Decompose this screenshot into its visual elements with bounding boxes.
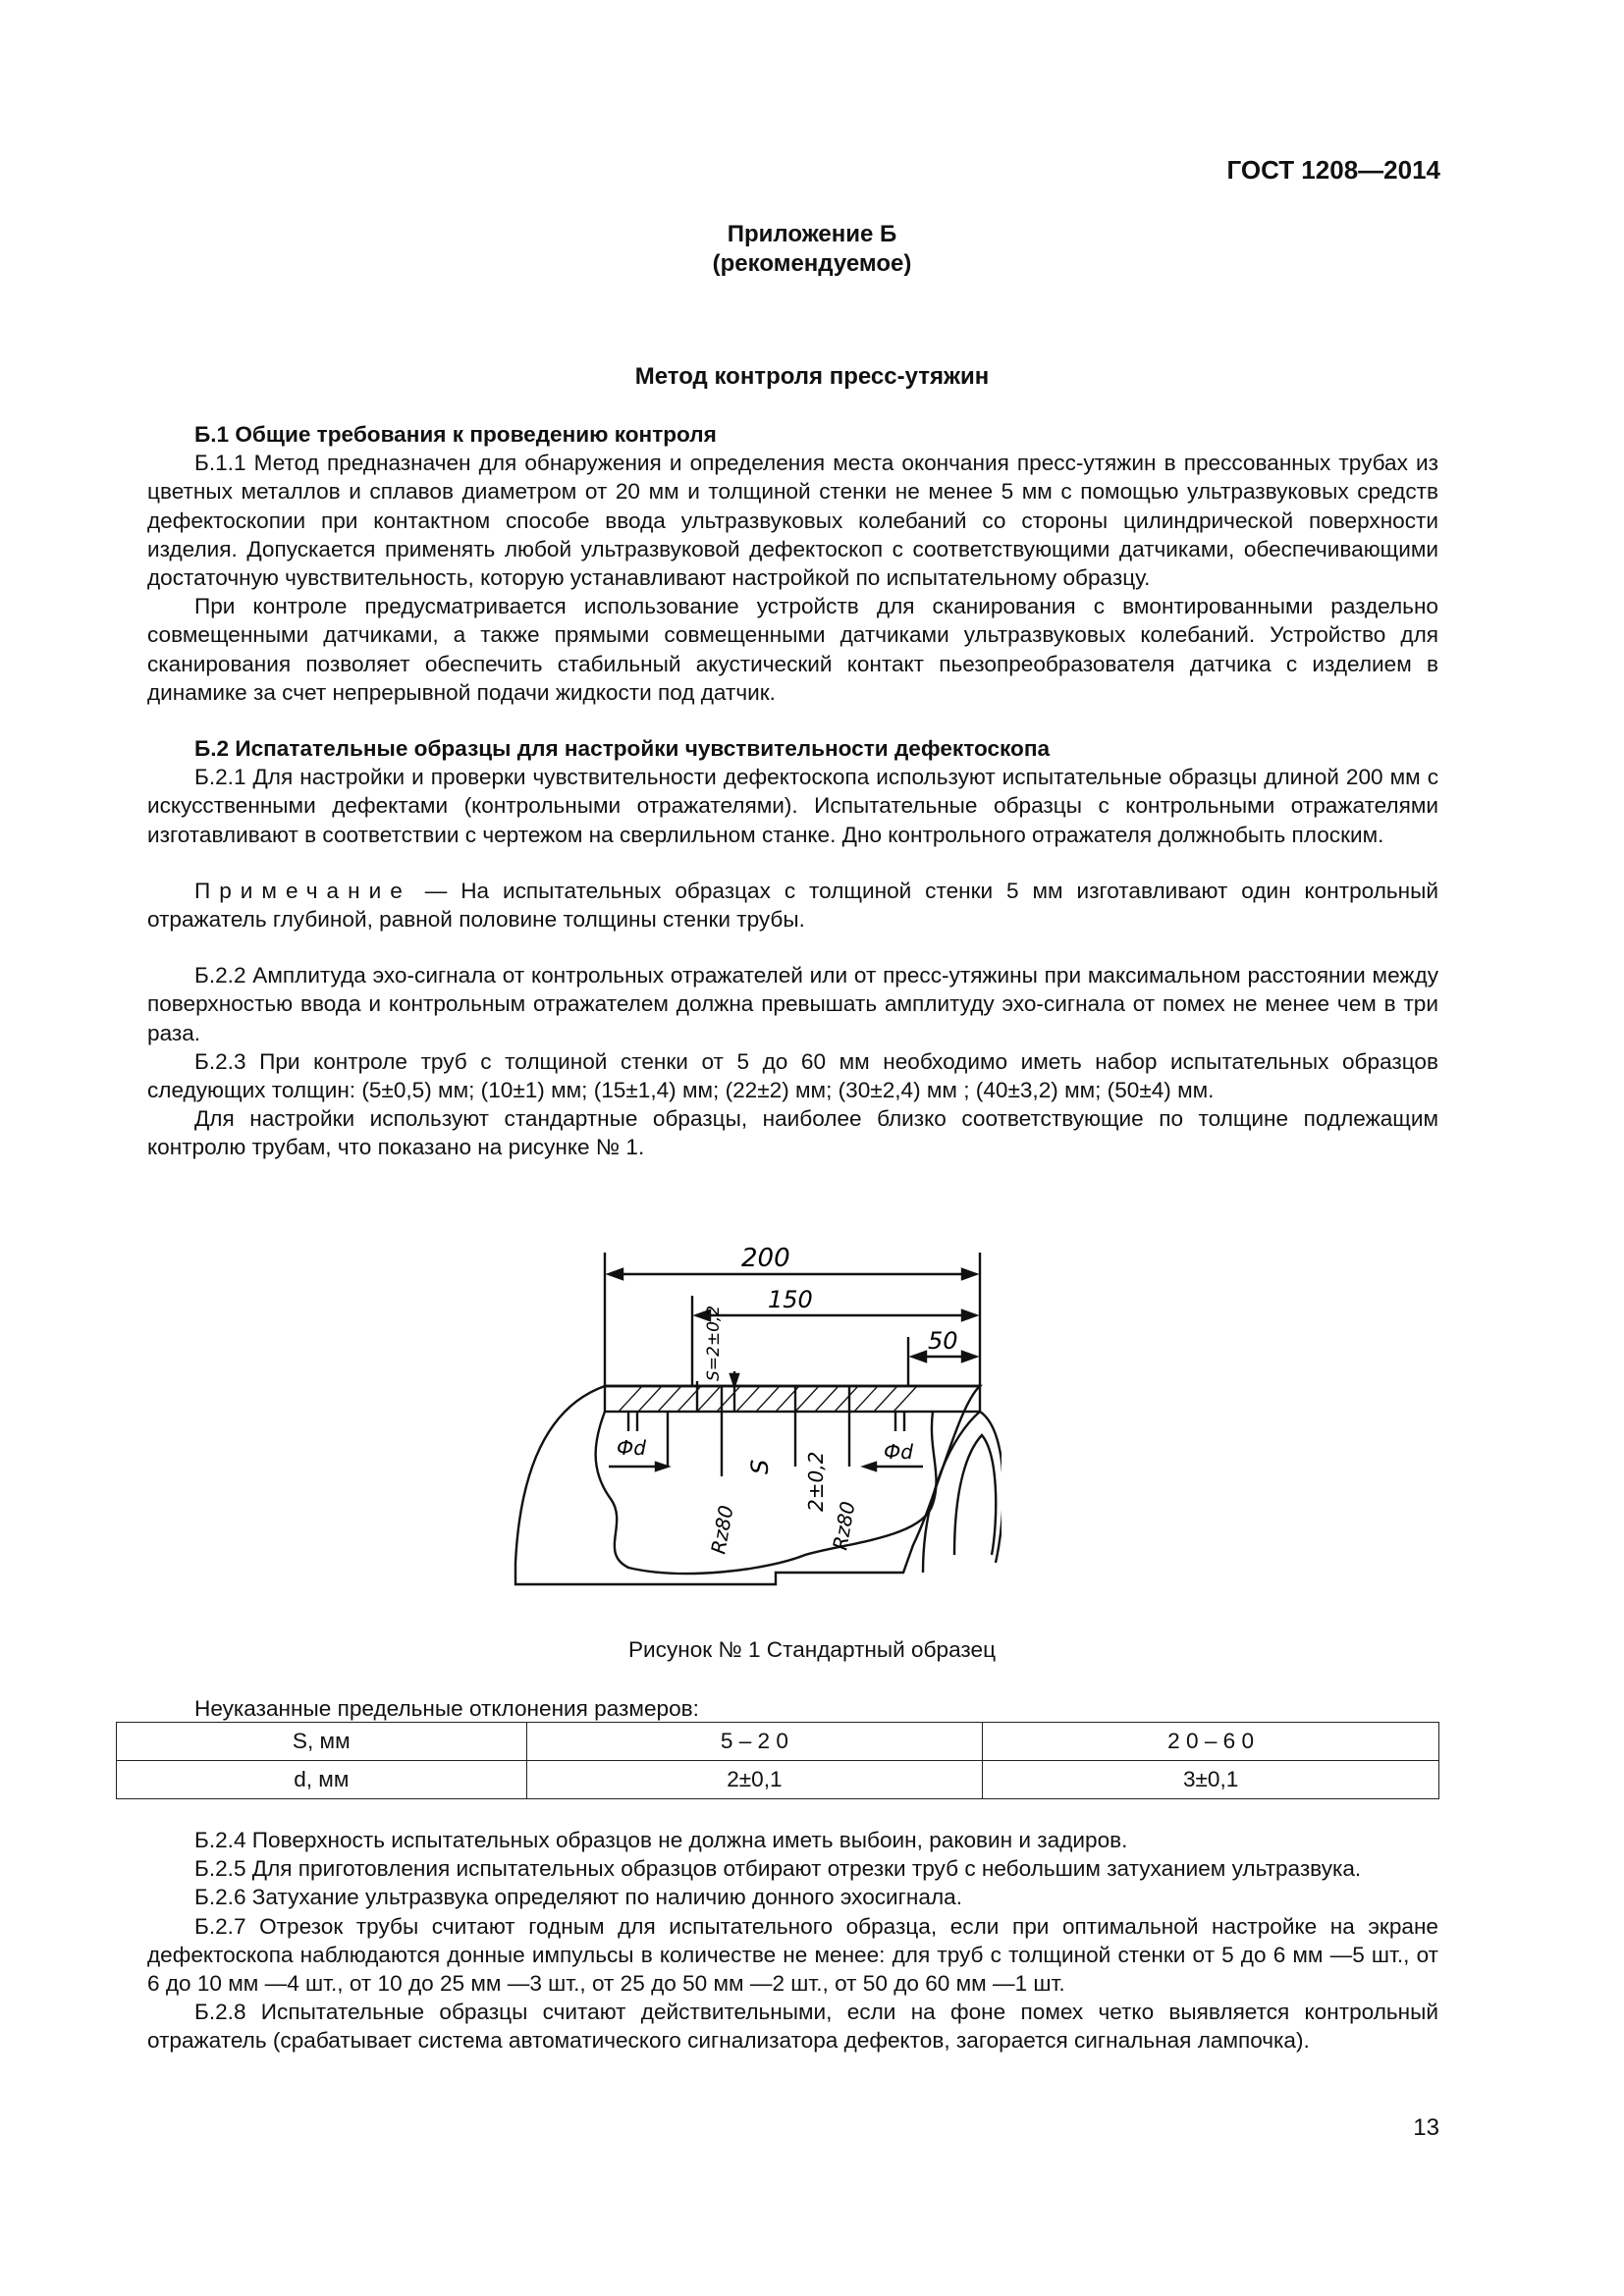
paragraph-b1-1: Б.1.1 Метод предназначен для обнаружения и определения места окончания пресс-утяжин в прессованных трубах из цветных металлов и сплавов диаметром от 20 мм и толщиной стенки не менее 5 мм с помощью ультразвуковых средств дефектоскопии при контактном способе ввода ультразвуковых колебаний со стороны цилиндрической поверхности изделия. Допускается применять любой ультразвуковой дефектоскоп с соответствующими датчиками, обеспечивающими достаточную чувствительность, которую устанавливают настройкой по испытательному образцу. bbox=[147, 451, 1438, 591]
dimension-50-label: 50 bbox=[928, 1327, 958, 1355]
annex-label: Приложение Б bbox=[727, 221, 897, 247]
table-intro: Неуказанные предельные отклонения размеров: bbox=[194, 1696, 699, 1721]
table-cell: 3±0,1 bbox=[983, 1761, 1439, 1799]
section-heading-b2: Б.2 Испатательные образцы для настройки чувствительности дефектоскопа bbox=[194, 736, 1051, 762]
paragraph-b2-4: Б.2.4 Поверхность испытательных образцов не должна иметь выбоин, раковин и задиров. bbox=[194, 1828, 1128, 1852]
note-label: Примечание bbox=[194, 878, 411, 903]
tolerance-table bbox=[116, 1722, 1439, 1799]
note-text: — На испытательных образцах с толщиной стенки 5 мм изготавливают один контрольный отражатель глубиной, равной половине толщины стенки трубы. bbox=[147, 878, 1438, 933]
note-paragraph bbox=[147, 877, 1438, 934]
figure-caption: Рисунок № 1 Стандартный образец bbox=[627, 1637, 997, 1662]
dimension-200-label: 200 bbox=[741, 1244, 790, 1273]
roughness-right-label: Rz80 bbox=[828, 1499, 860, 1552]
section-b1 bbox=[147, 420, 1438, 1162]
diameter-right-label: Фd bbox=[884, 1440, 913, 1464]
section-b2-continued bbox=[147, 1826, 1438, 2056]
document-id: ГОСТ 1208—2014 bbox=[1226, 155, 1440, 185]
paragraph-b1-1-continued: При контроле предусматривается использование устройств для сканирования с вмонтированными раздельно совмещенными датчиками, а также прямыми совмещенными датчиками ультразвуковых колебаний. Устройство для сканирования позволяет обеспечить стабильный акустический контакт пьезопреобразователя датчика с изделием в динамике за счет непрерывной подачи жидкости под датчик. bbox=[147, 594, 1438, 705]
annex-heading bbox=[0, 220, 1624, 279]
dimension-2-tolerance-label: 2±0,2 bbox=[804, 1451, 828, 1512]
table-cell: 2 0 – 6 0 bbox=[983, 1723, 1439, 1761]
table-row bbox=[117, 1761, 1439, 1799]
paragraph-b2-8: Б.2.8 Испытательные образцы считают действительными, если на фоне помех четко выявляется контрольный отражатель (срабатывает система автоматического сигнализатора дефектов, загорается сигнальная лампочка). bbox=[147, 2000, 1438, 2054]
dimension-s-label: S bbox=[746, 1459, 774, 1474]
page-number: 13 bbox=[1413, 2114, 1439, 2141]
dimension-s-tolerance-label: S=2±0,2 bbox=[704, 1305, 724, 1381]
section-heading-b1: Б.1 Общие требования к проведению контроля bbox=[194, 422, 717, 447]
roughness-left-label: Rz80 bbox=[706, 1503, 738, 1556]
dimension-150-label: 150 bbox=[768, 1286, 813, 1313]
paragraph-b2-2: Б.2.2 Амплитуда эхо-сигнала от контрольных отражателей или от пресс-утяжины при максимальном расстоянии между поверхностью ввода и контрольным отражателем должна превышать амплитуду эхо-сигнала от помех не менее чем в три раза. bbox=[147, 963, 1438, 1045]
paragraph-b2-1: Б.2.1 Для настройки и проверки чувствительности дефектоскопа используют испытательные образцы длиной 200 мм с искусственными дефектами (контрольными отражателями). Испытательные образцы с контрольными отражателями изготавливают в соответствии с чертежом на сверлильном станке. Дно контрольного отражателя должнобыть плоским. bbox=[147, 765, 1438, 847]
page-title: Метод контроля пресс-утяжин bbox=[634, 363, 990, 390]
standard-sample-drawing bbox=[511, 1239, 1001, 1631]
table-cell: d, мм bbox=[117, 1761, 527, 1799]
paragraph-b2-7: Б.2.7 Отрезок трубы считают годным для испытательного образца, если при оптимальной настройке на экране дефектоскопа наблюдаются донные импульсы в количестве не менее: для труб с толщиной стенки от 5 до 6 мм —5 шт., от 6 до 10 мм —4 шт., от 10 до 25 мм —3 шт., от 25 до 50 мм —2 шт., от 50 до 60 мм —1 шт. bbox=[147, 1913, 1438, 1997]
table-cell: 5 – 2 0 bbox=[526, 1723, 983, 1761]
paragraph-b2-6: Б.2.6 Затухание ультразвука определяют по наличию донного эхосигнала. bbox=[194, 1885, 962, 1910]
diameter-left-label: Фd bbox=[617, 1436, 646, 1460]
paragraph-b2-3: Б.2.3 При контроле труб с толщиной стенки от 5 до 60 мм необходимо иметь набор испытательных образцов следующих толщин: (5±0,5) мм; (10±1) мм; (15±1,4) мм; (22±2) мм; (30±2,4) мм ; (40±3,2) мм; (50±4) мм. bbox=[147, 1048, 1438, 1103]
table-cell: 2±0,1 bbox=[526, 1761, 983, 1799]
annex-status: (рекомендуемое) bbox=[712, 250, 912, 277]
paragraph-b2-5: Б.2.5 Для приготовления испытательных образцов отбирают отрезки труб с небольшим затуханием ультразвука. bbox=[194, 1856, 1362, 1882]
table-cell: S, мм bbox=[117, 1723, 527, 1761]
table-row bbox=[117, 1723, 1439, 1761]
paragraph-b2-3-continued: Для настройки используют стандартные образцы, наиболее близко соответствующие по толщине подлежащим контролю трубам, что показано на рисунке № 1. bbox=[147, 1106, 1438, 1160]
